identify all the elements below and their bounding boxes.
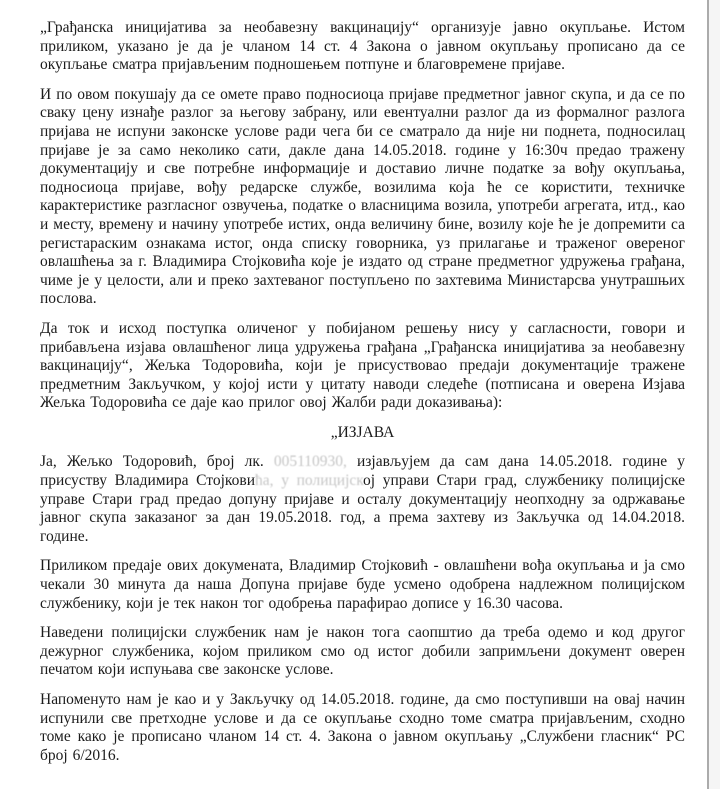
redacted-text: ћа, у полицијск (255, 472, 364, 490)
text-segment: Ја, Жељко Тодоровић, број лк. (40, 453, 274, 471)
text-segment: ој управи Стари град, службенику полицијске управе Стари град предао допуну пријаве и осталу документацију неопходну за одржавање јавног скупа заказаног за дан 19.05.2018. год, а према захтеву из Закључка од 14.04.2018. године. (40, 472, 685, 545)
paragraph-8 (40, 691, 685, 765)
page-edge-strip (707, 0, 720, 789)
text-segment: изјављујем да сам дана 14.05.2018. године у присуству Владимира Стојкови (40, 453, 686, 490)
document-text (40, 19, 685, 776)
text-segment: И по овом покушају да се омете право подносиоца пријаве предметног јавног скупа, и да се по сваку цену изнађе разлог за његову забрану, или евентуални разлог да из формалног разлога пријава не испуни законске услове ради чега би се сматрало да није ни поднета, подносилац пријаве је за само неколико сати, дакле дана 14.05.2018. године у 16:30ч предао тражену документацију и све потребне информације и доставио личне податке за вођу окупљања, подносиоца пријаве, вођу редарске службе, возилима која ће се користити, техничке карактеристике разгласног озвучења, податке о власницима возила, употреби агрегата, итд., као и месту, времену и начину употребе истих, онда величину бине, возилу које ће је допремити са регистараским ознакама истог, онда списку говорника, уз прилагање и траженог овереног овлашћења за г. Владимира Стојковића које је издато од стране предметног удружења грађана, чиме је у целости, али и преко захтеваног поступљено по захтевима Министарсва унутрашњих послова. (40, 85, 685, 308)
paragraph-3 (40, 320, 685, 413)
statement-heading (40, 424, 685, 443)
text-segment: Наведени полицијски службеник нам је након тога саопштио да треба одемо и код другог дежурног службеника, којом приликом смо од истог добили запримљени документ оверен печатом који испуњава све законске услове. (40, 624, 685, 679)
redacted-text: 005110930, (273, 453, 347, 471)
paragraph-7 (40, 624, 685, 680)
paragraph-5 (40, 453, 685, 546)
paragraph-2 (40, 86, 685, 309)
paragraph-6 (40, 557, 685, 613)
text-segment: Напоменуто нам је као и у Закључку од 14.05.2018. године, да смо поступивши на овај начин испунили све претходне услове и да се окупљање сходно томе сматра пријављеним, сходно томе како је прописано чланом 14 ст. 4. Закона о јавном окупљању „Службени гласник“ РС број 6/2016. (40, 691, 685, 764)
text-segment: „Грађанска иницијатива за необавезну вакцинацију“ организује јавно окупљање. Истом приликом, указано је да је чланом 14 ст. 4 Закона о јавном окупљању прописано да се окупљање сматра пријављеним подношењем потпуне и благовремене пријаве. (40, 19, 685, 74)
text-segment: Да ток и исход поступка оличеног у побијаном решењу нису у сагласности, говори и прибављена изјава овлашћеног лица удружења грађана „Грађанска иницијатива за необавезну вакцинацију“, Жељка Тодоровића, који је присуствовао предаји документације тражене предметним Закључком, у којој исти у цитату наводи следеће (потписана и оверена Изјава Жељка Тодоровића се даје као прилог овој Жалби ради доказивања): (40, 319, 685, 412)
paragraph-1 (40, 19, 685, 75)
text-segment: „ИЗЈАВА (330, 423, 395, 441)
text-segment: Приликом предаје ових докумената, Владимир Стојковић - овлашћени вођа окупљања и ја смо чекали 30 минута да наша Допуна пријаве буде усмено одобрена надлежном полицијском службенику, који је тек након тог одобрења парафирао дописе у 16.30 часова. (40, 557, 685, 612)
